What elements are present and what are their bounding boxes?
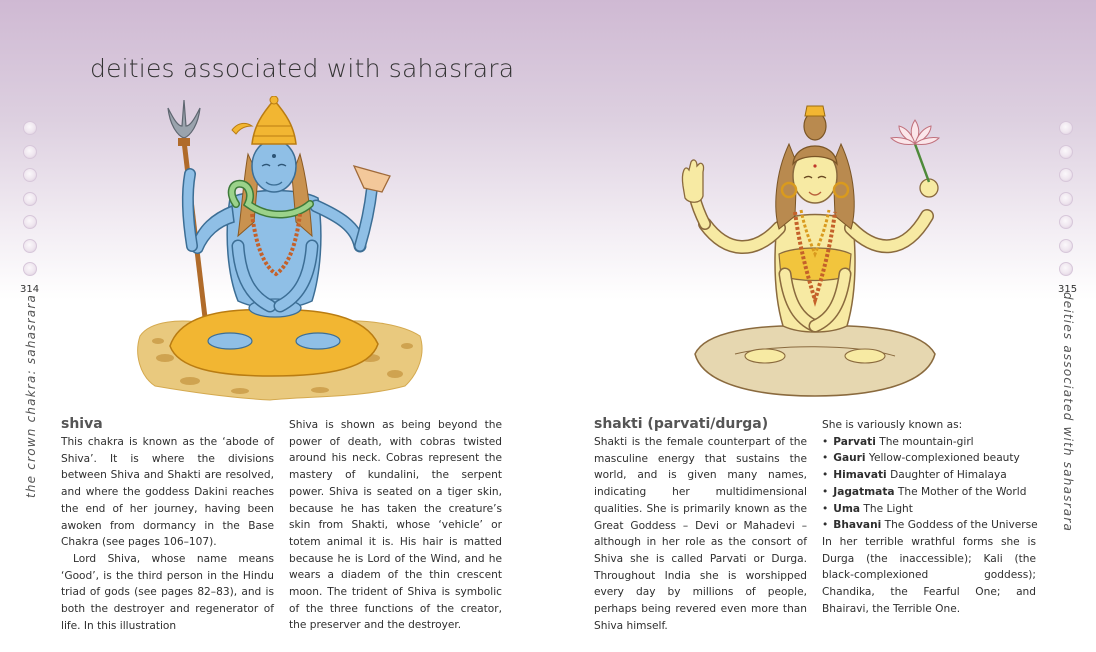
shiva-paragraph-2: Lord Shiva, whose name means ‘Good’, is the third person in the Hindu triad of gods (see pages 82–83), and is both the destroyer and regenerator of life. In this illustration <box>61 552 274 632</box>
shiva-column-1 <box>61 434 274 634</box>
list-item: • Gauri Yellow-complexioned beauty <box>822 452 1020 465</box>
trident <box>168 100 200 138</box>
shakti-column-2 <box>822 417 1036 617</box>
shiva-illustration <box>120 96 430 408</box>
shakti-forms-paragraph: In her terrible wrathful forms she is Durga (the inaccessible); Kali (the black-complexioned goddess); Chandika, the Fearful One; and Bhairavi, the Terrible One. <box>822 535 1036 615</box>
shiva-paragraph-1: This chakra is known as the ‘abode of Shiva’. It is where the divisions between Shiva and Shakti are resolved, and where the goddess Dakini reaches the end of her journey, having been awoken from dormancy in the Base Chakra (see pages 106–107). <box>61 436 274 549</box>
shakti-paragraph-1: Shakti is the female counterpart of the masculine energy that sustains the world, and is given many names, indicating her multidimensional qualities. She is primarily known as the Great Goddess – Devi or Mahadevi – although in her role as the consort of Shiva she is called Parvati or Durga. Throughout India she is worshipped every day by millions of people, perhaps being revered even more than Shiva himself. <box>594 436 807 632</box>
left-page-number: 314 <box>20 284 40 295</box>
page-title: deities associated with sahasrara <box>90 54 515 83</box>
right-page-number: 315 <box>1058 284 1078 295</box>
shakti-names-list <box>822 434 1036 534</box>
damaru-drum <box>354 166 390 192</box>
raised-hand <box>682 160 703 202</box>
list-item: • Parvati The mountain-girl <box>822 435 974 448</box>
shakti-column-1 <box>594 434 807 634</box>
right-running-head: deities associated with sahasrara <box>1061 291 1075 533</box>
shakti-names-intro: She is variously known as: <box>822 419 963 431</box>
lotus-flower <box>891 120 939 145</box>
left-decorative-dots <box>23 121 37 286</box>
list-item: • Uma The Light <box>822 502 913 515</box>
list-item: • Himavati Daughter of Himalaya <box>822 469 1007 482</box>
shiva-paragraph-3: Shiva is shown as being beyond the power of death, with cobras twisted around his neck. Cobras represent the mastery of kundalini, the serpent power. Shiva is seated on a tiger skin, because he has taken the creature’s skin from Shakti, whose ‘vehicle’ or totem animal it is. His hair is matted because he is Lord of the Wind, and he wears a diadem of the thin crescent moon. The trident of Shiva is symbolic of the three functions of the creator, the preserver and the destroyer. <box>289 419 502 632</box>
list-item: • Jagatmata The Mother of the World <box>822 485 1027 498</box>
right-decorative-dots <box>1059 121 1073 286</box>
list-item: • Bhavani The Goddess of the Universe <box>822 519 1038 532</box>
shakti-heading: shakti (parvati/durga) <box>594 416 769 432</box>
left-running-head: the crown chakra: sahasrara <box>24 293 38 499</box>
shiva-crown <box>252 100 296 144</box>
shiva-heading: shiva <box>61 416 103 432</box>
shakti-illustration <box>665 104 965 400</box>
shiva-column-2 <box>289 417 502 634</box>
